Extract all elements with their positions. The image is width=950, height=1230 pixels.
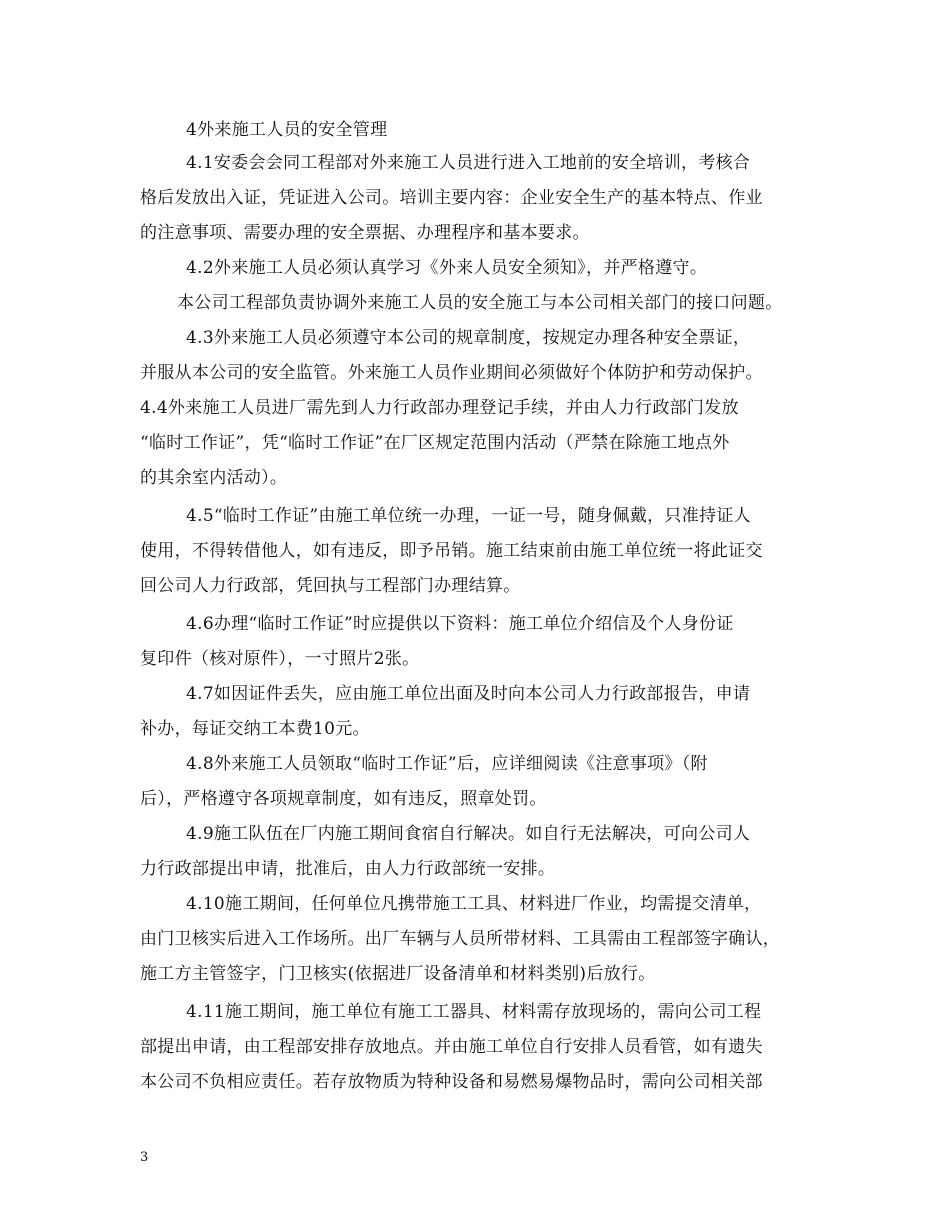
- paragraph-line: 施工方主管签字，门卫核实(依据进厂设备清单和材料类别)后放行。: [140, 964, 656, 984]
- paragraph-line: 补办，每证交纳工本费10元。: [140, 719, 370, 739]
- paragraph-line: 4.8外来施工人员领取“临时工作证”后，应详细阅读《注意事项》（附: [186, 754, 708, 774]
- paragraph-line: 4.5“临时工作证”由施工单位统一办理，一证一号，随身佩戴，只准持证人: [186, 506, 751, 526]
- paragraph-line: 后），严格遵守各项规章制度，如有违反，照章处罚。: [140, 789, 547, 809]
- paragraph-line: 部提出申请，由工程部安排存放地点。并由施工单位自行安排人员看管，如有遗失: [140, 1037, 763, 1057]
- paragraph-line: 4.10施工期间，任何单位凡携带施工工具、材料进厂作业，均需提交清单，: [186, 894, 762, 914]
- paragraph-line: 格后发放出入证，凭证进入公司。培训主要内容：企业安全生产的基本特点、作业: [140, 188, 763, 208]
- paragraph-line: 由门卫核实后进入工作场所。出厂车辆与人员所带材料、工具需由工程部签字确认，: [140, 929, 781, 949]
- page-number: 3: [140, 1150, 149, 1165]
- paragraph-line: 4.3外来施工人员必须遵守本公司的规章制度，按规定办理各种安全票证，: [186, 328, 751, 348]
- paragraph-line: 并服从本公司的安全监管。外来施工人员作业期间必须做好个体防护和劳动保护。: [140, 363, 763, 383]
- paragraph-line: 的其余室内活动）。: [140, 468, 288, 488]
- paragraph-line: 的注意事项、需要办理的安全票据、办理程序和基本要求。: [140, 223, 590, 243]
- paragraph-line: 4.1安委会会同工程部对外来施工人员进行进入工地前的安全培训，考核合: [186, 153, 751, 173]
- paragraph-line: 4.4外来施工人员进厂需先到人力行政部办理登记手续，并由人力行政部门发放: [140, 398, 739, 418]
- paragraph-line: 4.6办理“临时工作证”时应提供以下资料：施工单位介绍信及个人身份证: [186, 614, 734, 634]
- paragraph-line: 使用，不得转借他人，如有违反，即予吊销。施工结束前由施工单位统一将此证交: [140, 541, 763, 561]
- section-heading: 4外来施工人员的安全管理: [186, 120, 388, 140]
- paragraph-line: 力行政部提出申请，批准后，由人力行政部统一安排。: [140, 859, 556, 879]
- paragraph-line: 4.11施工期间，施工单位有施工工器具、材料需存放现场的，需向公司工程: [186, 1002, 762, 1022]
- paragraph-line: “临时工作证”，凭“临时工作证”在厂区规定范围内活动（严禁在除施工地点外: [140, 433, 730, 453]
- paragraph-line: 4.7如因证件丢失，应由施工单位出面及时向本公司人力行政部报告，申请: [186, 684, 751, 704]
- paragraph-line: 本公司工程部负责协调外来施工人员的安全施工与本公司相关部门的接口问题。: [177, 293, 783, 313]
- paragraph-line: 本公司不负相应责任。若存放物质为特种设备和易燃易爆物品时，需向公司相关部: [140, 1072, 763, 1092]
- paragraph-line: 回公司人力行政部，凭回执与工程部门办理结算。: [140, 576, 521, 596]
- paragraph-line: 4.2外来施工人员必须认真学习《外来人员安全须知》，并严格遵守。: [186, 258, 708, 278]
- paragraph-line: 4.9施工队伍在厂内施工期间食宿自行解决。如自行无法解决，可向公司人: [186, 824, 751, 844]
- paragraph-line: 复印件（核对原件），一寸照片2张。: [140, 649, 420, 669]
